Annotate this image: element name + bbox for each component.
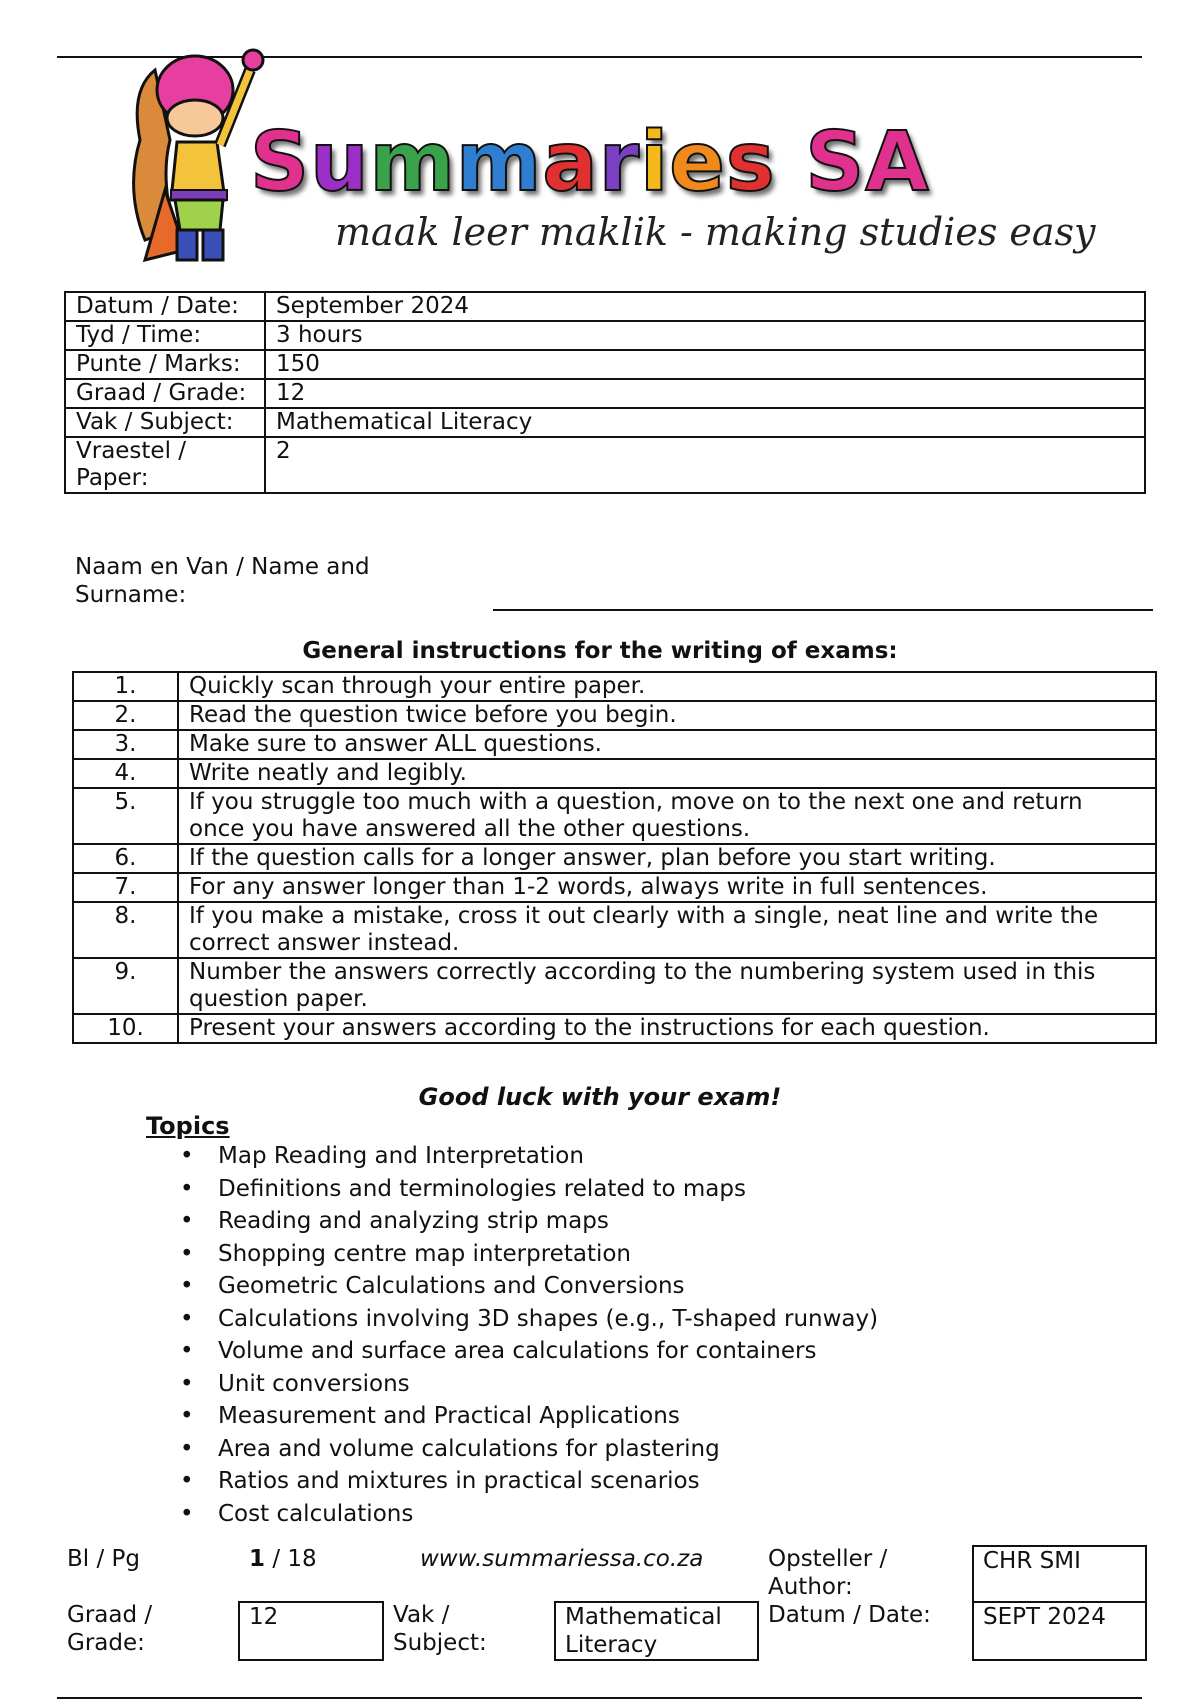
info-label: Datum / Date:: [65, 292, 265, 321]
topic-item: • Cost calculations: [180, 1498, 878, 1531]
info-row: [65, 408, 1145, 437]
exam-info-table: [64, 291, 1146, 494]
brand-letter: m: [369, 115, 456, 210]
instruction-text: Read the question twice before you begin.: [178, 701, 1156, 730]
instruction-row: [73, 873, 1156, 902]
instruction-number: 7.: [73, 873, 178, 902]
topic-item: • Shopping centre map interpretation: [180, 1238, 878, 1271]
brand-letter: m: [455, 115, 543, 210]
bottom-rule: [57, 1697, 1142, 1699]
brand-letter: e: [669, 115, 726, 210]
grade-label: Graad / Grade:: [67, 1602, 153, 1656]
info-row: [65, 379, 1145, 408]
topic-item: • Definitions and terminologies related to maps: [180, 1173, 878, 1206]
instruction-row: [73, 844, 1156, 873]
website-link[interactable]: www.summariessa.co.za: [420, 1546, 704, 1572]
page-label: Bl / Pg: [67, 1546, 141, 1572]
info-value: September 2024: [265, 292, 1145, 321]
instruction-number: 1.: [73, 672, 178, 701]
author-value: CHR SMI: [972, 1545, 1147, 1603]
author-label: Opsteller / Author:: [768, 1546, 888, 1600]
instructions-table: [72, 671, 1157, 1044]
instruction-row: [73, 788, 1156, 844]
instruction-row: [73, 759, 1156, 788]
brand-letter: i: [640, 115, 670, 210]
instruction-text: Make sure to answer ALL questions.: [178, 730, 1156, 759]
info-row: [65, 292, 1145, 321]
topic-item: • Geometric Calculations and Conversions: [180, 1270, 878, 1303]
brand-tagline: maak leer maklik - making studies easy: [335, 210, 1096, 254]
instruction-text: If you struggle too much with a question, move on to the next one and return once you have answered all the other questions.: [178, 788, 1156, 844]
info-row: [65, 350, 1145, 379]
subject-label: Vak / Subject:: [393, 1602, 487, 1656]
info-value: 12: [265, 379, 1145, 408]
subject-value: Mathematical Literacy: [554, 1601, 759, 1661]
topic-item: • Map Reading and Interpretation: [180, 1140, 878, 1173]
info-label: Tyd / Time:: [65, 321, 265, 350]
page-total: / 18: [265, 1546, 317, 1572]
name-surname-label: Naam en Van / Name and Surname:: [75, 554, 370, 608]
instruction-number: 4.: [73, 759, 178, 788]
topics-heading: Topics: [146, 1112, 230, 1140]
instruction-number: 8.: [73, 902, 178, 958]
info-label: Vak / Subject:: [65, 408, 265, 437]
info-value: 150: [265, 350, 1145, 379]
info-label: Vraestel / Paper:: [65, 437, 265, 493]
page-current: 1: [249, 1546, 266, 1572]
topic-item: • Area and volume calculations for plastering: [180, 1433, 878, 1466]
grade-value: 12: [238, 1601, 384, 1661]
instruction-row: [73, 1014, 1156, 1043]
topic-item: • Volume and surface area calculations for containers: [180, 1335, 878, 1368]
info-value: Mathematical Literacy: [265, 408, 1145, 437]
brand-letter: S: [250, 115, 311, 210]
topic-item: • Ratios and mixtures in practical scenarios: [180, 1465, 878, 1498]
instruction-number: 10.: [73, 1014, 178, 1043]
instruction-row: [73, 730, 1156, 759]
name-surname-field[interactable]: [493, 609, 1153, 611]
page-number: [249, 1545, 317, 1573]
info-row: [65, 437, 1145, 493]
good-luck-message: Good luck with your exam!: [418, 1083, 782, 1111]
topic-item: • Unit conversions: [180, 1368, 878, 1401]
instruction-number: 6.: [73, 844, 178, 873]
topic-item: • Reading and analyzing strip maps: [180, 1205, 878, 1238]
instruction-row: [73, 701, 1156, 730]
brand-letter: s: [725, 115, 776, 210]
instruction-row: [73, 672, 1156, 701]
info-value: 3 hours: [265, 321, 1145, 350]
info-row: [65, 321, 1145, 350]
info-label: Graad / Grade:: [65, 379, 265, 408]
instruction-number: 3.: [73, 730, 178, 759]
instruction-row: [73, 958, 1156, 1014]
date-label: Datum / Date:: [768, 1602, 931, 1628]
topics-list: [180, 1140, 878, 1530]
instruction-text: Number the answers correctly according to the numbering system used in this question paper.: [178, 958, 1156, 1014]
instruction-number: 9.: [73, 958, 178, 1014]
topic-item: • Calculations involving 3D shapes (e.g., T-shaped runway): [180, 1303, 878, 1336]
brand-letter: a: [542, 115, 599, 210]
brand-letter: r: [598, 115, 641, 210]
brand-logo: [250, 110, 930, 215]
instruction-text: Write neatly and legibly.: [178, 759, 1156, 788]
brand-letter: SA: [775, 115, 930, 210]
instruction-number: 2.: [73, 701, 178, 730]
info-value: 2: [265, 437, 1145, 493]
info-label: Punte / Marks:: [65, 350, 265, 379]
instruction-text: Quickly scan through your entire paper.: [178, 672, 1156, 701]
brand-letter: u: [310, 115, 370, 210]
instruction-text: If you make a mistake, cross it out clearly with a single, neat line and write the correct answer instead.: [178, 902, 1156, 958]
instruction-row: [73, 902, 1156, 958]
instructions-title: General instructions for the writing of exams:: [302, 638, 898, 664]
instruction-text: For any answer longer than 1-2 words, always write in full sentences.: [178, 873, 1156, 902]
topic-item: • Measurement and Practical Applications: [180, 1400, 878, 1433]
instruction-text: If the question calls for a longer answer, plan before you start writing.: [178, 844, 1156, 873]
instruction-number: 5.: [73, 788, 178, 844]
date-value: SEPT 2024: [972, 1601, 1147, 1661]
instruction-text: Present your answers according to the instructions for each question.: [178, 1014, 1156, 1043]
